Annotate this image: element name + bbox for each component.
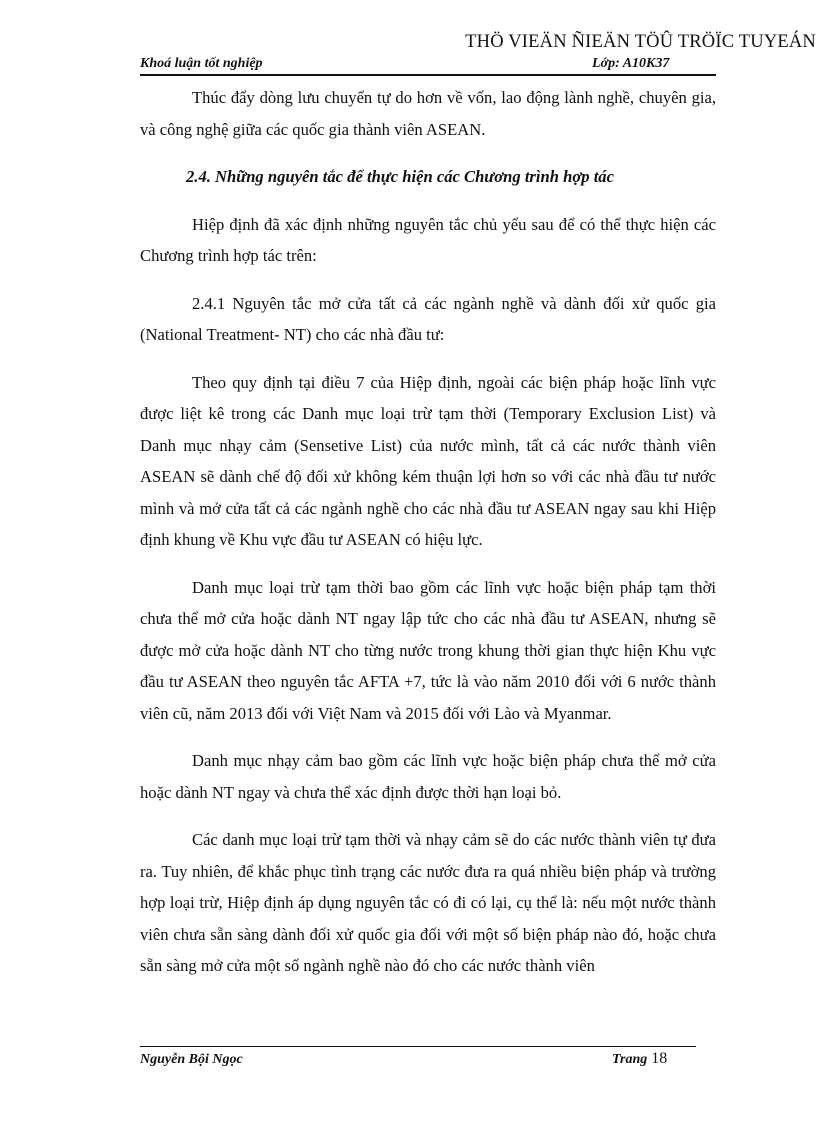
footer-author: Nguyễn Bội Ngọc [140, 1052, 243, 1067]
watermark: THÖ VIEÄN ÑIEÄN TÖÛ TRÖÏC TUYEÁN [465, 32, 816, 52]
paragraph: Các danh mục loại trừ tạm thời và nhạy cảm sẽ do các nước thành viên tự đưa ra. Tuy nhiên, để khắc phục tình trạng các nước đưa ra quá nhiều biện pháp và trường hợp loại trừ, Hiệp định áp dụng nguyên tắc có đi có lại, cụ thể là: nếu một nước thành viên chưa sẵn sàng dành đối xử quốc gia đối với một số biện pháp nào đó, hoặc chưa sẵn sàng mở cửa một số ngành nghề nào đó cho các nước thành viên [140, 830, 716, 975]
paragraph: Danh mục loại trừ tạm thời bao gồm các lĩnh vực hoặc biện pháp tạm thời chưa thể mở cửa hoặc dành NT ngay lập tức cho các nhà đầu tư ASEAN, nhưng sẽ được mở cửa hoặc dành NT cho từng nước trong khung thời gian thực hiện Khu vực đầu tư ASEAN theo nguyên tắc AFTA +7, tức là vào năm 2010 đối với 6 nước thành viên cũ, năm 2013 đối với Việt Nam và 2015 đối với Lào và Myanmar. [140, 577, 716, 723]
page-number-value: 18 [651, 1050, 668, 1067]
header-course: Khoá luận tốt nghiệp [140, 56, 263, 71]
paragraph: 2.4.1 Nguyên tắc mở cửa tất cả các ngành nghề và dành đối xử quốc gia (National Treatment- NT) cho các nhà đầu tư: [140, 293, 716, 344]
header-class: Lớp: A10K37 [592, 56, 670, 71]
paragraph: Theo quy định tại điều 7 của Hiệp định, ngoài các biện pháp hoặc lĩnh vực được liệt kê trong các Danh mục loại trừ tạm thời (Temporary Exclusion List) và Danh mục nhạy cảm (Sensetive List) của nước mình, tất cả các nước thành viên ASEAN sẽ dành chế độ đối xử không kém thuận lợi hơn so với các nhà đầu tư nước mình và mở cửa tất cả các ngành nghề cho các nhà đầu tư ASEAN ngay sau khi Hiệp định khung về Khu vực đầu tư ASEAN có hiệu lực. [140, 372, 716, 549]
paragraph: Danh mục nhạy cảm bao gồm các lĩnh vực hoặc biện pháp chưa thể mở cửa hoặc dành NT ngay và chưa thể xác định được thời hạn loại bỏ. [140, 751, 716, 802]
section-heading: 2.4. Những nguyên tắc để thực hiện các Chương trình hợp tác [186, 167, 614, 186]
footer-divider [140, 1046, 696, 1047]
page-body [140, 82, 716, 998]
paragraph: Hiệp định đã xác định những nguyên tắc chủ yếu sau để có thể thực hiện các Chương trình hợp tác trên: [140, 214, 716, 265]
header-divider [140, 74, 716, 76]
page-number [612, 1050, 667, 1068]
paragraph: Thúc đẩy dòng lưu chuyển tự do hơn về vốn, lao động lành nghề, chuyên gia, và công nghệ giữa các quốc gia thành viên ASEAN. [140, 88, 716, 139]
page-label: Trang [612, 1052, 648, 1067]
